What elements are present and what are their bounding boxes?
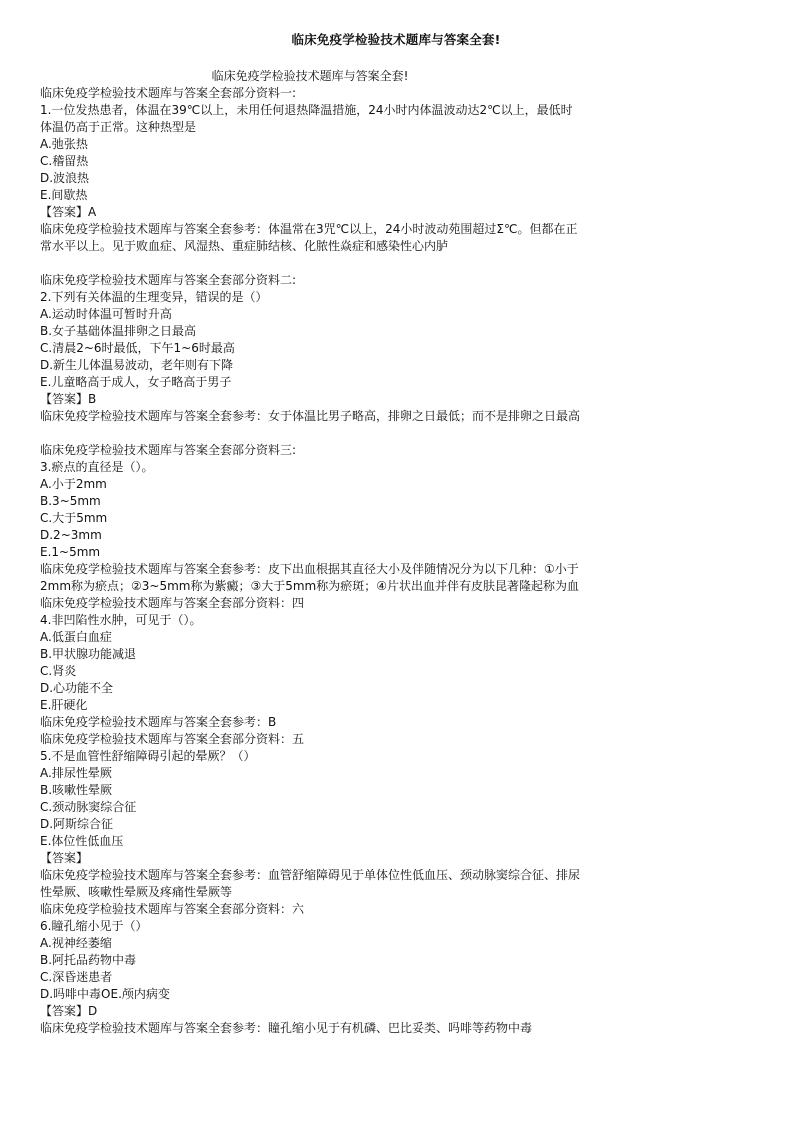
section-heading: 临床免疫学检验技术题库与答案全套部分资料：五: [40, 732, 305, 746]
blank-line: [40, 425, 580, 442]
answer-key: 【答案】B: [40, 392, 97, 406]
blank-line: [40, 255, 580, 272]
answer-option: E.儿童略高于成人，女子略高于男子: [40, 375, 232, 389]
explanation-text: 临床免疫学检验技术题库与答案全套参考：血管舒缩障碍见于单体位性低血压、颈动脉窦综合征、排尿性晕厥、咳嗽性晕厥及疼痛性晕厥等: [40, 868, 581, 899]
section-heading: 临床免疫学检验技术题库与答案全套部分资料三:: [40, 443, 297, 457]
question-text: 2.下列有关体温的生理变异，错误的是（）: [40, 290, 268, 304]
answer-option: A.排尿性晕厥: [40, 766, 112, 780]
explanation-text: 临床免疫学检验技术题库与答案全套参考：瞳孔缩小见于有机磷、巴比妥类、吗啡等药物中毒: [40, 1021, 533, 1035]
answer-option: E.间歇热: [40, 188, 88, 202]
section-heading: 临床免疫学检验技术题库与答案全套部分资料：四: [40, 596, 305, 610]
question-text: 3.瘀点的直径是（）。: [40, 460, 154, 474]
answer-option: B.咳嗽性晕厥: [40, 783, 113, 797]
section-heading: 临床免疫学检验技术题库与答案全套部分资料：六: [40, 902, 305, 916]
section-heading: 临床免疫学检验技术题库与答案全套部分资料二:: [40, 273, 297, 287]
answer-option: A.低蛋白血症: [40, 630, 112, 644]
answer-option: D.2~3mm: [40, 528, 102, 542]
answer-option: C.肾炎: [40, 664, 77, 678]
answer-option: D.吗啡中毒OE.颅内病变: [40, 987, 170, 1001]
answer-option: E.肝硬化: [40, 698, 88, 712]
answer-key: 【答案】D: [40, 1004, 98, 1018]
answer-option: E.体位性低血压: [40, 834, 124, 848]
answer-option: A.小于2mm: [40, 477, 107, 491]
explanation-text: 临床免疫学检验技术题库与答案全套参考：女于体温比男子略高，排卵之日最低；而不是排卵之日最高: [40, 409, 581, 423]
answer-option: A.视神经萎缩: [40, 936, 112, 950]
answer-option: A.运动时体温可暂时升高: [40, 307, 172, 321]
answer-key: 【答案】: [40, 851, 89, 865]
answer-option: C.颈动脉窦综合征: [40, 800, 137, 814]
answer-option: B.甲状腺功能减退: [40, 647, 137, 661]
question-text: 5.不是血管性舒缩障碍引起的晕厥？（）: [40, 749, 256, 763]
question-text: 6.瞳孔缩小见于（）: [40, 919, 148, 933]
answer-option: C.深昏迷患者: [40, 970, 113, 984]
answer-option: D.新生儿体温易波动，老年则有下降: [40, 358, 234, 372]
answer-option: C.稽留热: [40, 154, 89, 168]
answer-option: B.3~5mm: [40, 494, 101, 508]
answer-option: C.清晨2~6时最低，下午1~6时最高: [40, 341, 235, 355]
answer-key: 【答案】A: [40, 205, 97, 219]
section-heading: 临床免疫学检验技术题库与答案全套部分资料一:: [40, 86, 297, 100]
answer-option: A.弛张热: [40, 137, 88, 151]
answer-option: D.波浪热: [40, 171, 90, 185]
explanation-text: 临床免疫学检验技术题库与答案全套参考：皮下出血根据其直径大小及伴随情况分为以下几种：①小于2mm称为瘀点；②3~5mm称为紫癜；③大于5mm称为瘀斑；④片状出血并伴有皮肤昆著隆起称为血: [40, 562, 580, 593]
answer-option: C.大于5mm: [40, 511, 108, 525]
document-title: 临床免疫学检验技术题库与答案全套!: [211, 69, 409, 83]
answer-option: B.女子基础体温排卵之日最高: [40, 324, 197, 338]
page-header-title: 临床免疫学检验技术题库与答案全套!: [291, 32, 501, 47]
explanation-text: 临床免疫学检验技术题库与答案全套参考：B: [40, 715, 277, 729]
explanation-text: 临床免疫学检验技术题库与答案全套参考：体温常在3咒℃以上，24小时波动苑围超过Σ℃。但都在正常水平以上。见于败血症、风湿热、重症肺结核、化脓性焱症和感染性心内胪: [40, 222, 578, 253]
document-body: [40, 68, 580, 1037]
question-text: 4.非凹陷性水肿，可见于（）。: [40, 613, 202, 627]
answer-option: B.阿托品药物中毒: [40, 953, 137, 967]
question-text: 1.一位发热患者，体温在39℃以上，未用任何退热降温措施，24小时内体温波动达2℃以上，最低时体温仍高于正常。这种热型是: [40, 103, 573, 134]
answer-option: D.心功能不全: [40, 681, 114, 695]
answer-option: E.1~5mm: [40, 545, 101, 559]
answer-option: D.阿斯综合征: [40, 817, 114, 831]
